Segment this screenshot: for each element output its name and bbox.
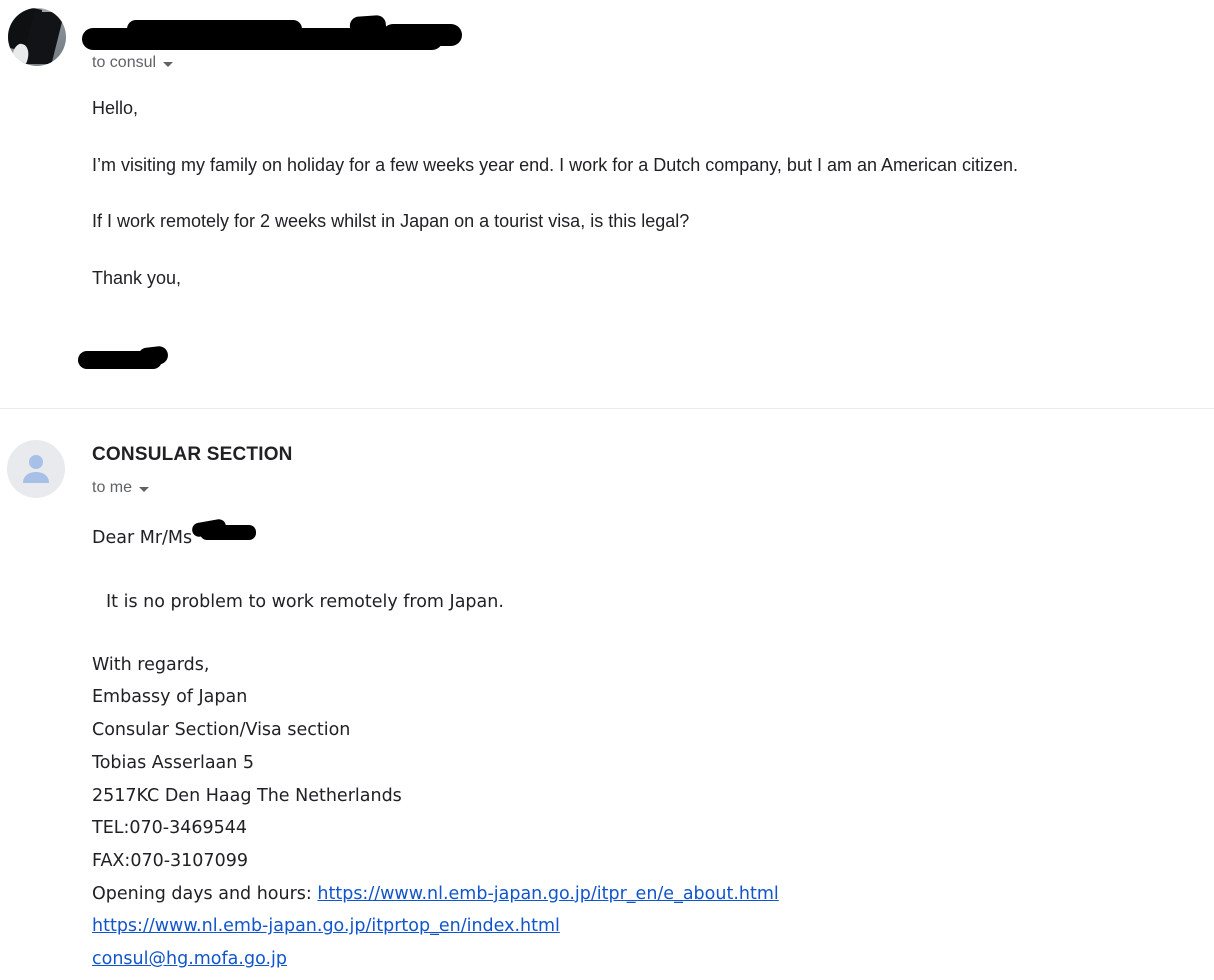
avatar[interactable]: [8, 8, 66, 66]
website-link[interactable]: https://www.nl.emb-japan.go.jp/itprtop_en/index.html: [92, 916, 560, 937]
recipient-details-toggle[interactable]: [92, 54, 173, 72]
signature-line: Consular Section/Visa section: [92, 720, 351, 741]
chevron-down-icon[interactable]: [139, 487, 149, 492]
greeting-text: Dear Mr/Ms: [92, 528, 193, 548]
message-1-paragraph: Thank you,: [92, 267, 182, 288]
redaction-mark: [382, 24, 462, 46]
message-1-paragraph: I’m visiting my family on holiday for a few weeks year end. I work for a Dutch company, but I am an American citizen.: [92, 154, 1019, 175]
recipient-label: to consul: [92, 54, 157, 71]
signature-redacted: [78, 351, 162, 369]
signature-line: 2517KC Den Haag The Netherlands: [92, 785, 402, 806]
signature-block: [92, 649, 1192, 976]
spacer: [92, 550, 1192, 586]
message-2-body: [92, 522, 1192, 976]
recipient-label: to me: [92, 479, 133, 496]
opening-hours-label: Opening days and hours:: [92, 883, 318, 904]
signature-line: Embassy of Japan: [92, 687, 248, 708]
signature-line: TEL:070-3469544: [92, 818, 248, 839]
email-line: [92, 943, 1192, 976]
spacer: [92, 619, 1192, 649]
message-1-body: [92, 96, 1192, 291]
greeting-line: [92, 522, 1192, 550]
signoff: With regards,: [92, 654, 210, 675]
signature-line: FAX:070-3107099: [92, 851, 248, 872]
avatar[interactable]: [7, 440, 65, 498]
recipient-details-toggle[interactable]: [92, 479, 149, 497]
message-1-paragraph: Hello,: [92, 98, 139, 118]
message-1-paragraph: If I work remotely for 2 weeks whilst in Japan on a tourist visa, is this legal?: [92, 211, 690, 232]
person-icon: [20, 452, 52, 486]
sender-name-redacted: [82, 14, 462, 52]
sender-name: CONSULAR SECTION: [92, 444, 293, 465]
email-link[interactable]: consul@hg.mofa.go.jp: [92, 949, 287, 970]
signature-line: Tobias Asserlaan 5: [92, 752, 255, 773]
website-line: [92, 910, 1192, 943]
opening-hours-line: [92, 878, 1192, 911]
opening-hours-link[interactable]: https://www.nl.emb-japan.go.jp/itpr_en/e_about.html: [317, 883, 779, 904]
answer-text: It is no problem to work remotely from Japan.: [106, 592, 504, 612]
message-divider: [0, 408, 1214, 409]
chevron-down-icon[interactable]: [163, 62, 173, 67]
recipient-name-redacted: [200, 525, 256, 540]
